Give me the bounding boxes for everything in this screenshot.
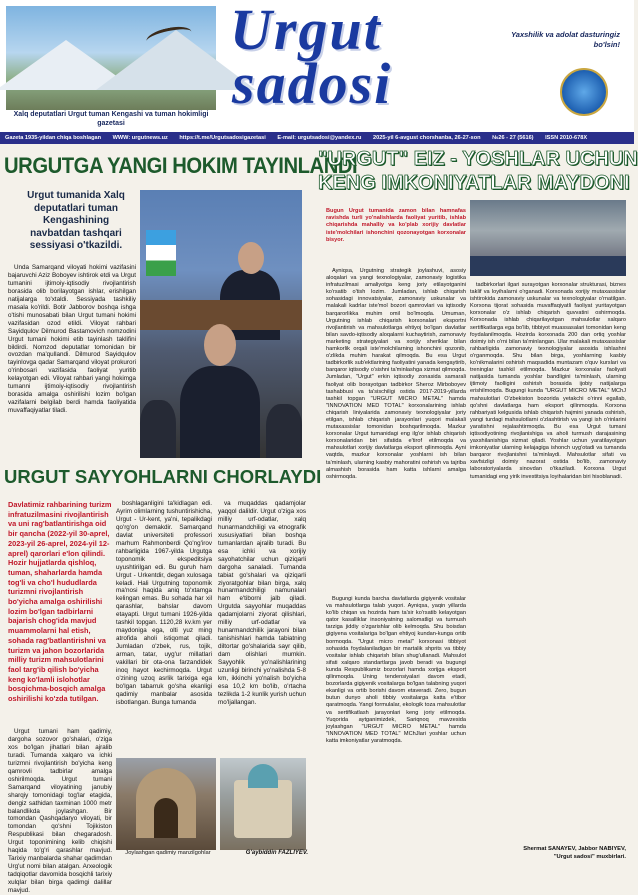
masthead-landscape-photo (6, 6, 216, 110)
masthead-subtitle: Xalq deputatlari Urgut tuman Kengashi va tuman hokimligi gazetasi (13, 111, 209, 127)
article3-factory-photo (470, 200, 626, 276)
masthead-slogan: Yaxshilik va adolat dasturingiz bo'lsin! (511, 30, 620, 49)
article3-column3-text: tadbirkorlari ilgari surayotgan korxonalar strukturasi, biznes taklif va loyihalarni o'rganadi. Korxonada xorijiy mutaxassislar ishtirokida zamonaviy uskunalar va texnologiyalar o'rnatilgan. Korxona tijorat sohasida muvaffaqiyatli faoliyat yuritayotgan korxonalar o'z ishlab chiqarish quvvatini oshirmoqda. Korxonada ishlab chiqarilayotgan mahsulotlar xalqaro sertifikatlarga ega bo'lib, tibbiyot muassasalari tomonidan keng foydalanilmoqda. Hozirda korxonada 200 dan ortiq yoshlar doimiy ish o'rni bilan ta'minlangan. Ular malakali mutaxassislar rahbarligida zamonaviy texnologiyalar asosida ishlashni o'rganmoqda. Shu bilan birga, yoshlarning kasbiy ko'nikmalarini oshirish maqsadida muntazam o'quv kurslari va treninglar tashkil etilmoqda. Mazkur korxonalar faoliyati natijasida tumanda yoshlar bandligini ta'minlash, ularning ijtimoiy faolligini oshirish borasida ijobiy natijalarga erishilmoqda. Bugungi kunda "URGUT MICRO METAL" MChJ mahsulotlari O'zbekiston bozorida yetakchi o'rinni egallab, qo'shni davlatlarga ham eksport qilinmoqda. Korxona rahbariyati kelgusida ishlab chiqarish hajmini yanada oshirish, yangi turdagi mahsulotlarni o'zlashtirish va yangi ish o'rinlarini yaratishni rejalashtirmoqda. Bu esa Urgut tumani iqtisodiyotining rivojlanishiga va aholi turmush darajasining yaxshilanishiga xizmat qiladi. Yoshlar uchun yaratilayotgan imkoniyatlar ularning kelajagiga ishonch uyg'otadi va tumanda barqaror rivojlanishni ta'minlaydi. Mahsulotlar sifati va xavfsizligi doimiy nazorat ostida bo'lib, zamonaviy laboratoriyalarda sinovdan o'tkaziladi. Korxona Urgut tumanidagi eng yirik investitsiya loyihalaridan biri hisoblanadi. (470, 282, 626, 480)
article2-column3-text: va muqaddas qadamjolar yaqqol dalildir. Urgut o'ziga xos milliy urf-odatlar, xalq hunarmandchiligi va etnografik xususiyatlari bilan boshqa tumanlardan ajralib turadi. Bu esa ichki va xorijiy sayohatchilar uchun qiziqarli dargoha sanaladi. Tumanda tabiat go'shalari va qiziqarli ziyoratgohlar bilan birga, xalq hunarmandchiligi namunalari ham e'tiborni jalb qiladi. Urgutda sayyohlar muqaddas qadamjolarni ziyorat qilishlari, milliy urf-odatlar va hunarmandchilik jarayoni bilan tanishishlari hamda tabiatning diltortar go'shalarida sayr qilib, dam olishlari mumkin. Sayyohlik yo'nalishlarining uzunligi birinchi yo'nalishda 5-8 km, ikkinchi yo'nalish bo'yicha esa 10,2 km bo'lib, o'rtacha tezlikda 1-2 kunlik yurish uchun mo'ljallangan. (218, 500, 306, 706)
article3-column1-text: Ayniqsa, Urgutning strategik joylashuvi, asosiy aloqalari va yangi texnologiyalar, zamonaviy logistika infratuzilmasi amaliyotga keng joriy etilayotganini ko'rsatib o'tish lozim. Jumladan, ishlab chiqarish sohasidagi innovatsiyalar, zamonaviy uskunalar va malakali kadrlar iste'mol bozori qamrovlari va iqtisodiy barqarorlikka muhim omil bo'lmoqda. Umuman, Urgutning ishlab chiqarish korxonalari eksportni rivojlantirish va mahsulotlarga ehtiyoj bo'lgan davlatlar bilan savdo-iqtisodiy aloqalarni kuchaytirish, zamonaviy marketing strategiyalari va xorijiy sheriklar bilan hamkorlik orqali iste'molchilarning ishonchini qozonib, o'zlikda muhim harakat qilmoqda. Bu esa Urgut tadbirkorlik sub'ektlarining faoliyatini yanada kengaytirib, barqaror iqtisodiy o'sishni ta'minlashga xizmat qilmoqda. Jumladan, "Urgut" erkin iqtisodiy zonasida samarali faoliyat olib borayotgan tadbirkor Sheroz Mirbobоyev tashabbusi va ta'sischiligi ostida 2017-2019-yillarda tashkil topgan "URGUT MICRO METAL" hamda "INNOVATION MED TOTAL" korxonalarining ishlab chiqarish liniyalarida zamonaviy texnologiyalar joriy etilgan, ishlab chiqarish jarayonlari yuqori malakali mutaxassislar tomonidan boshqarilmoqda. Mazkur korxonalar Urgut tumanidagi eng ilg'or ishlab chiqarish korxonalaridan biri sifatida e'tirof etilmoqda va mahsulotlari xorijiy davlatlarga eksport qilinmoqda. Ayni vaqtda, mazkur korxonalar yoshlarni ish bilan ta'minlash, ularning kasbiy mahoratini oshirish va tajriba almashish borasida ham katta ishlarni amalga oshirmoqda. (326, 268, 466, 480)
article1-lead: Urgut tumanida Xalq deputatlari tuman Kengashining navbatdan tashqari sessiyasi o'tkazildi. (27, 190, 125, 251)
article3-column2 (326, 596, 466, 868)
info-founded: Gazeta 1935-yildan chiqa boshlagan (5, 135, 102, 141)
article3-column2-text: Bugungi kunda barcha davlatlarda gigiyenik vositalar va mahsulotlarga talab yuqori. Ayniqsa, yaqin yillarda ko'lib chiqan va hozirda ham ta'sir ko'rsatib kelayotgan qator kasalliklar insoniyatning salomatligi va turmush tarziga jiddiy o'zgarishlar olib kelmoqda. Shu boisdan gigiyena vositalariga bo'lgan ehtiyoj kundan-kunga ortib bormoqda. "Urgut micro metal" korxonasi tibbiyot sohasida foydalaniladigan bir martalik shprits va tibbiy vositalar ishlab chiqarish bilan shug'ullanadi. Mahsulot sifati xalqaro standartlarga javob beradi va bugungi kunda Respublikamiz bozorlari hamda xorijga eksport qilinmoqda. Uning tendensiyalari davom etadi, bozorlarda gigiyenik vositalarga bo'lgan talabning yuqori ekanligi va ortib borishi davom etaveradi. Zero, bugun butun dunyo aholi tibbiy vositalarga katta e'tibor qaratmoqda. Yangi formulalar, ekologik toza mahsulotlar va sertifikatlash jarayonlari keng joriy etilmoqda. Yuqorida aytganimizdek, Sariqnoq mavzesida joylashgan "URGUT MICRO METAL" hamda "INNOVATION MED TOTAL" MChJlari yoshlar uchun katta imkoniyatlar yaratmoqda. (326, 596, 466, 744)
article3-signature (470, 846, 626, 866)
article2-lead: Davlatimiz rahbarining turizm infratuzilmasini rivojlantirish va uni rag'batlantirishga oid bir qancha (2022-yil 30-aprel, 2023-yil 26-aprel, 2024-yil 12-aprel) qarorlari e'lon qilindi. Hozir hujjatlarda qishloq, tuman, shaharlarda hamda tog'li va cho'l hududlarda turizmni rivojlantirish bo'yicha amalga oshirilishi lozim bo'lgan tadbirlarni bajarish chog'ida mavjud muammolarni hal etish, sohada rag'batlantirishni va turizm va jahon bozorlarida milliy turizm mahsulotlarini faol targ'ib qilish bo'yicha keng ko'lamli islohotlar bosqichma-bosqich amalga oshirilishi ko'zda tutilgan. (8, 500, 112, 704)
info-issn: ISSN 2010-678X (545, 135, 588, 141)
article1-body-text: Unda Samarqand viloyati hokimi vazifasini bajaruvchi Aziz Boboyev ishtirok etdi va Urgut tumanini ijtimoiy-iqtisodiy rivojlantirish borasida olib borilayotgan ishlar, erishilgan natijalarga to'xtaldi. Sessiyada tashkiliy masala ko'rildi. Botir Jabborov boshqa ishga o'tishi munosabati bilan Urgut tumani hokimi vazifasidan ozod etildi. Viloyat rahbari Sayidqulov Dilmurod Bastamovich nomzodini Urgut tumani hokimi etib tayinlash taklifini bildirdi. Nomzod deputatlar tomonidan bir ovozdan ma'qullandi. Dilmurod Sayidqulov tayinlovga qadar Samarqand viloyat prokurori o'rinbosari vazifasida faoliyat yuritib kelayotgan edi. Viloyat rahbari yangi hokimga tumanni ijtimoiy-iqtisodiy rivojlantirish borasida amalga oshirilishi lozim bo'lgan vazifalarni belgilab berdi hamda faoliyatida muvaffaqiyatlar tiladi. (8, 264, 136, 415)
article2-column1-text: Urgut tumani ham qadimiy, dargoha sozovor go'shalari, o'ziga xos bo'lgan jihatlari bilan ajralib turadi. Tumanda xalqaro va ichki turizmni rivojlantirish bo'yicha keng qamrovli tadbirlar amalga oshirilmoqda. Urgut tumani Samarqand viloyatining janubiy sharqiy tomonidagi tog'lar etagida, dengiz sathidan taxminan 1000 metr balandlikda joylashgan. Bir tomondan Qashqadaryo viloyati, bir tomondan qo'shni Tojikiston Respublikasi bilan chegaradosh. Urgut toponimining kelib chiqishi haqida to'g'ri qarashlar mavjud. Tarixiy manbalarda shahar qadimdan Urg'ut nomi bilan atalgan. Arxeologik tadqiqotlar davomida bosqichli tarixiy xulqlar bilan birga qadimgi dalillar mavjud. (8, 728, 112, 895)
article2-column2 (116, 500, 212, 756)
article1-headline: URGUTGA YANGI HOKIM TAYINLANDI (4, 153, 358, 178)
article3-signature-authors: Shermat SANAYEV, Jabbor NABIYEV, (523, 846, 626, 852)
article3-headline-line2: KENG IMKONIYATLAR MAYDONI (318, 172, 630, 194)
article3-lead: Bugun Urgut tumanida zamon bilan hamnafas ravishda turli yo'nalishlarda faoliyat yuritib, ishlab chiqarishda mahalliy va ko'plab xorijiy davlatlar iste'molchilari ishonchini qozonayotgan korxonalar bisyor. (326, 208, 466, 243)
info-date: 2025-yil 6-avgust chorshanba, 26-27-son (373, 135, 481, 141)
info-email-link[interactable]: E-mail: urgutsadosi@yandex.ru (277, 135, 362, 141)
masthead (0, 0, 634, 132)
article2-photo-caption: Joylashgan qadimiy manzilgohlar (125, 850, 211, 856)
article3-column1 (326, 268, 466, 588)
article3-signature-role: "Urgut sadosi" muxbirlari. (553, 853, 626, 860)
article2-photo-monument (116, 758, 216, 850)
article2-column3 (218, 500, 306, 750)
info-bar (0, 132, 634, 144)
article3-column3 (470, 282, 626, 854)
article2-column1 (8, 728, 112, 895)
info-website-link[interactable]: WWW: urgutnews.uz (112, 135, 168, 141)
article3-headline-line1: "URGUT" EIZ - YOSHLAR UCHUN (318, 148, 638, 170)
article2-column2-text: boshlaganligini ta'kidlagan edi. Ayrim olimlarning tushuntirishicha, Urgut - Ur-kent, ya'ni, tepalikdagi qo'rg'on demakdir. Samarqand davlat universiteti professori marhum Rahmonberdi Qo'ng'irov rahbarligida 1967-yilda Urgutga toponomik ekspeditsiya uyushtirilgan edi. Bu guruh ham Urgut - Urkentdir, degan xulosaga keladi. Hali Urgutning toponomik ma'nosi haqida aniq to'xtamga kelingan emas. Bu sohada har xil qarashlar, bahslar davom etayapti. Urgut tumani 1926-yilda tashkil topgan. 1120,28 kv.km yer maydoniga ega, olti yuz ming atrofida aholi istiqomat qiladi. Jumladan o'zbek, rus, tojik, arman, tatar, uyg'ur millatlari vakillari bir ota-ona farzandidek inoq hayot kechirmoqda. Urgut o'zining uzoq asrlik tarixiga ega bo'lgan tabarruk go'sha ekanligi qadimiy manbalar asosida isbotlangan. Bunga tumanda (116, 500, 212, 706)
article2-headline: URGUT SAYYOHLARNI CHORLAYDI (4, 466, 322, 487)
flag-icon (146, 230, 176, 276)
emblem-icon (560, 68, 608, 116)
masthead-title-line1: Urgut (230, 0, 382, 62)
info-issue: №26 - 27 (5616) (492, 135, 534, 141)
article2-signature: G'aybiddin FAZLIYEV. (245, 850, 308, 856)
article1-body (8, 264, 136, 462)
article2-photo-mausoleum (220, 758, 306, 850)
article1-photo (140, 190, 302, 458)
info-telegram-link[interactable]: https://t.me/Urgutsadosigazetasi (179, 135, 266, 141)
masthead-title-line2: sadosi (232, 51, 393, 116)
